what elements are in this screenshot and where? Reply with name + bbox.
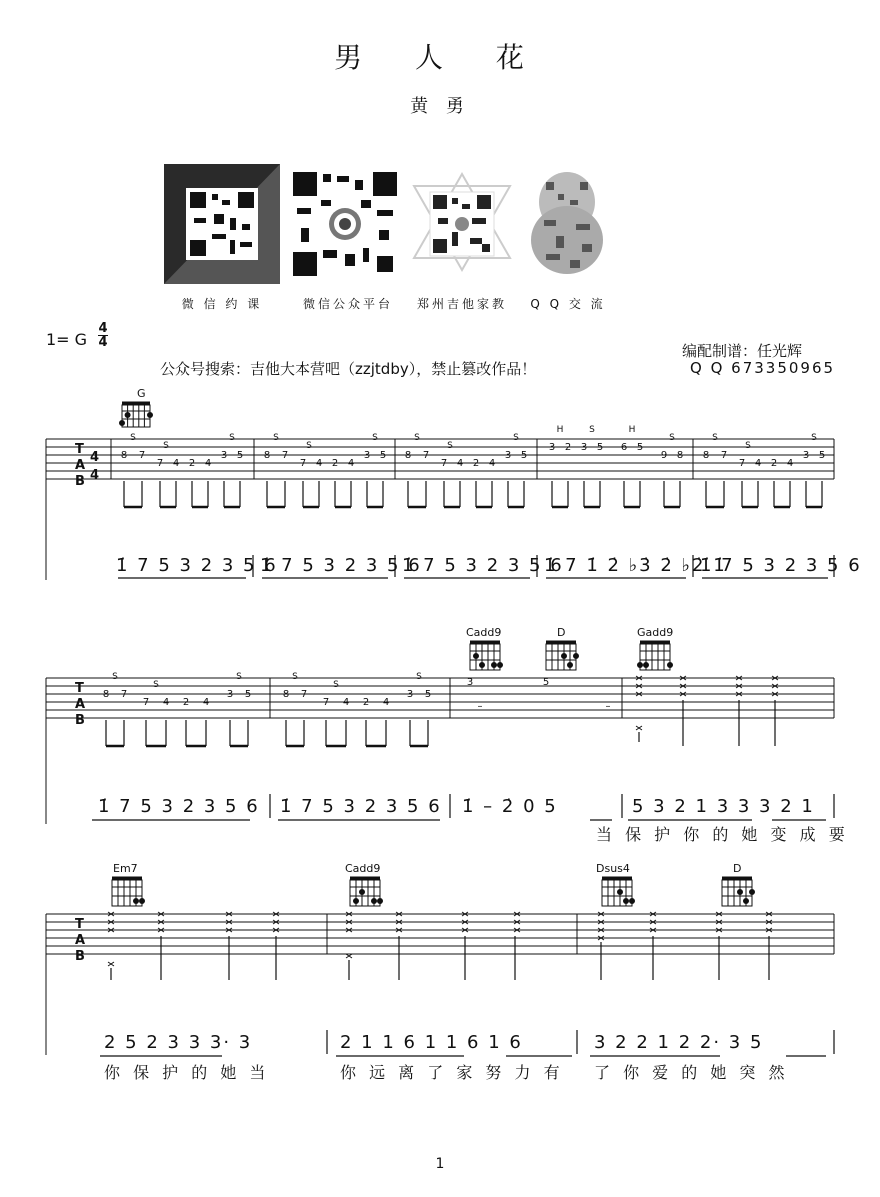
svg-text:5: 5 — [379, 450, 387, 461]
tab-clef-a: A — [75, 458, 86, 473]
svg-text:4: 4 — [162, 697, 170, 708]
svg-text:S: S — [414, 433, 420, 443]
svg-text:7: 7 — [138, 450, 146, 461]
time-signature-top: 4 — [98, 321, 108, 336]
svg-text:3: 3 — [363, 450, 371, 461]
svg-text:S: S — [372, 433, 378, 443]
svg-text:S: S — [153, 680, 159, 690]
svg-text:4: 4 — [488, 458, 496, 469]
svg-text:T: T — [75, 917, 84, 932]
jianpu-measure: 1̇ 7 5 3 2 3 5 6 — [280, 796, 442, 817]
qr-label: 微 信 约 课 — [181, 297, 263, 311]
qr-code-icon — [164, 164, 280, 284]
qr-code-qq — [526, 170, 608, 278]
svg-text:S: S — [669, 433, 675, 443]
score-system-2 — [0, 624, 880, 854]
qr-code-wechat-class — [164, 164, 280, 284]
svg-text:5: 5 — [596, 442, 604, 453]
chord-label: Cadd9 — [466, 626, 502, 639]
lyric-line: 你 远 离 了 家 努 力 有 — [340, 1063, 564, 1082]
svg-text:4: 4 — [315, 458, 323, 469]
svg-text:S: S — [229, 433, 235, 443]
svg-text:S: S — [589, 425, 595, 435]
key-signature: 1= G — [46, 330, 88, 349]
svg-text:S: S — [513, 433, 519, 443]
qr-label: 郑州吉他家教 — [416, 297, 507, 311]
jianpu-measure: 3 2 2 1 2 2· 3 5 — [594, 1032, 764, 1053]
svg-text:5: 5 — [636, 442, 644, 453]
tab-clef-b: B — [75, 474, 85, 489]
chord-label: D — [733, 862, 742, 875]
svg-text:8: 8 — [263, 450, 271, 461]
jianpu-measure: 1̇ – 2̇ 0 5 — [462, 796, 558, 817]
svg-text:S: S — [712, 433, 718, 443]
chord-label: Dsus4 — [596, 862, 630, 875]
lyric-line: 当 保 护 你 的 她 变 成 要 — [596, 825, 849, 844]
lyric-line: 了 你 爱 的 她 突 然 — [594, 1063, 789, 1082]
svg-text:4: 4 — [90, 450, 100, 465]
svg-text:7: 7 — [120, 689, 128, 700]
svg-text:5: 5 — [424, 689, 432, 700]
qr-code-icon — [291, 170, 399, 278]
chord-label: G — [137, 387, 146, 400]
song-title: 男 人 花 — [334, 41, 546, 74]
jianpu-measure: 5 3 2 1 3 3 3 2 1 — [632, 796, 815, 817]
artist-name: 黄 勇 — [410, 96, 470, 117]
jianpu-measure: 2 5 2 3 3 3· 3 — [104, 1032, 253, 1053]
svg-text:B: B — [75, 949, 85, 964]
svg-text:S: S — [163, 441, 169, 451]
jianpu-measure: 1̇ 7 5 3 2 3 5 6 — [116, 555, 278, 576]
svg-text:7: 7 — [299, 458, 307, 469]
svg-text:8: 8 — [702, 450, 710, 461]
time-signature-bottom: 4 — [98, 335, 108, 350]
tab-staff-3 — [0, 860, 880, 1090]
svg-text:2: 2 — [188, 458, 196, 469]
jianpu-measure: 1̇ 7 5 3 2 3 5 6 — [260, 555, 422, 576]
svg-text:4: 4 — [172, 458, 180, 469]
svg-text:7: 7 — [738, 458, 746, 469]
svg-text:6: 6 — [620, 442, 628, 453]
svg-text:4: 4 — [202, 697, 210, 708]
svg-text:2: 2 — [331, 458, 339, 469]
svg-text:4: 4 — [754, 458, 762, 469]
svg-text:7: 7 — [281, 450, 289, 461]
qr-code-wechat-public — [291, 170, 399, 278]
svg-text:8: 8 — [404, 450, 412, 461]
chord-label: D — [557, 626, 566, 639]
jianpu-measure: 1̇ 7 1̇ 2̇ ♭3̇ 2̇ ♭2̇ 1̇ — [544, 555, 727, 576]
svg-text:4: 4 — [347, 458, 355, 469]
svg-text:3: 3 — [226, 689, 234, 700]
jianpu-measure: 2 1 1 6 1 1 6 1 6 — [340, 1032, 523, 1053]
svg-text:7: 7 — [142, 697, 150, 708]
svg-text:S: S — [236, 672, 242, 682]
svg-text:S: S — [306, 441, 312, 451]
svg-text:S: S — [416, 672, 422, 682]
svg-text:8: 8 — [676, 450, 684, 461]
svg-text:3: 3 — [802, 450, 810, 461]
svg-text:–: – — [605, 701, 611, 712]
svg-text:S: S — [447, 441, 453, 451]
svg-text:2: 2 — [564, 442, 572, 453]
qq-penguin-icon — [526, 170, 608, 278]
qr-code-icon — [412, 172, 512, 272]
chord-label: Em7 — [113, 862, 138, 875]
svg-text:S: S — [273, 433, 279, 443]
svg-text:3: 3 — [406, 689, 414, 700]
jianpu-measure: 1̇ 7 5 3 2 3 5 6 — [98, 796, 260, 817]
svg-text:9: 9 — [660, 450, 668, 461]
svg-text:H: H — [628, 425, 636, 435]
svg-text:3: 3 — [504, 450, 512, 461]
chord-label: Gadd9 — [637, 626, 674, 639]
qq-number: Q Q 673350965 — [690, 359, 836, 377]
svg-text:A: A — [75, 933, 86, 948]
svg-text:2: 2 — [182, 697, 190, 708]
qr-code-zhengzhou — [412, 172, 512, 272]
svg-text:4: 4 — [90, 468, 100, 483]
svg-text:7: 7 — [422, 450, 430, 461]
svg-text:3: 3 — [466, 677, 474, 688]
svg-text:B: B — [75, 713, 85, 728]
svg-text:7: 7 — [720, 450, 728, 461]
svg-text:7: 7 — [440, 458, 448, 469]
svg-text:2: 2 — [770, 458, 778, 469]
svg-text:8: 8 — [120, 450, 128, 461]
svg-text:H: H — [556, 425, 564, 435]
svg-text:S: S — [745, 441, 751, 451]
svg-text:4: 4 — [456, 458, 464, 469]
svg-text:S: S — [333, 680, 339, 690]
svg-text:4: 4 — [382, 697, 390, 708]
chord-label: Cadd9 — [345, 862, 381, 875]
svg-text:5: 5 — [236, 450, 244, 461]
svg-text:S: S — [811, 433, 817, 443]
svg-text:7: 7 — [300, 689, 308, 700]
page-number: 1 — [435, 1156, 445, 1172]
arranger-credit: 编配制谱：任光辉 — [682, 342, 803, 360]
svg-text:5: 5 — [818, 450, 826, 461]
svg-text:3: 3 — [220, 450, 228, 461]
svg-text:2: 2 — [362, 697, 370, 708]
jianpu-measure: 1̇ 7 5 3 2 3 5 6 — [402, 555, 564, 576]
svg-text:S: S — [112, 672, 118, 682]
qr-label: 微信公众平台 — [302, 297, 393, 311]
score-system-1 — [0, 385, 880, 585]
svg-text:5: 5 — [520, 450, 528, 461]
svg-text:7: 7 — [156, 458, 164, 469]
tab-clef-t: T — [75, 442, 84, 457]
jianpu-measure: 1̇ 7 5 3 2 3 5 6 — [700, 555, 862, 576]
svg-text:3: 3 — [580, 442, 588, 453]
time-signature — [98, 322, 108, 349]
svg-text:8: 8 — [282, 689, 290, 700]
svg-text:5: 5 — [244, 689, 252, 700]
svg-text:3: 3 — [548, 442, 556, 453]
qr-label: Q Q 交 流 — [530, 297, 606, 311]
svg-text:2: 2 — [472, 458, 480, 469]
svg-text:T: T — [75, 681, 84, 696]
copyright-notice: 公众号搜索：吉他大本营吧（zzjtdby），禁止篡改作品！ — [160, 360, 537, 378]
svg-text:5: 5 — [542, 677, 550, 688]
tab-staff-2 — [0, 624, 880, 854]
svg-text:8: 8 — [102, 689, 110, 700]
svg-text:4: 4 — [786, 458, 794, 469]
svg-text:S: S — [292, 672, 298, 682]
svg-text:S: S — [130, 433, 136, 443]
score-system-3 — [0, 860, 880, 1090]
svg-text:7: 7 — [322, 697, 330, 708]
svg-text:4: 4 — [342, 697, 350, 708]
svg-text:4: 4 — [204, 458, 212, 469]
svg-text:A: A — [75, 697, 86, 712]
lyric-line: 你 保 护 的 她 当 — [104, 1063, 270, 1082]
svg-text:–: – — [477, 701, 483, 712]
